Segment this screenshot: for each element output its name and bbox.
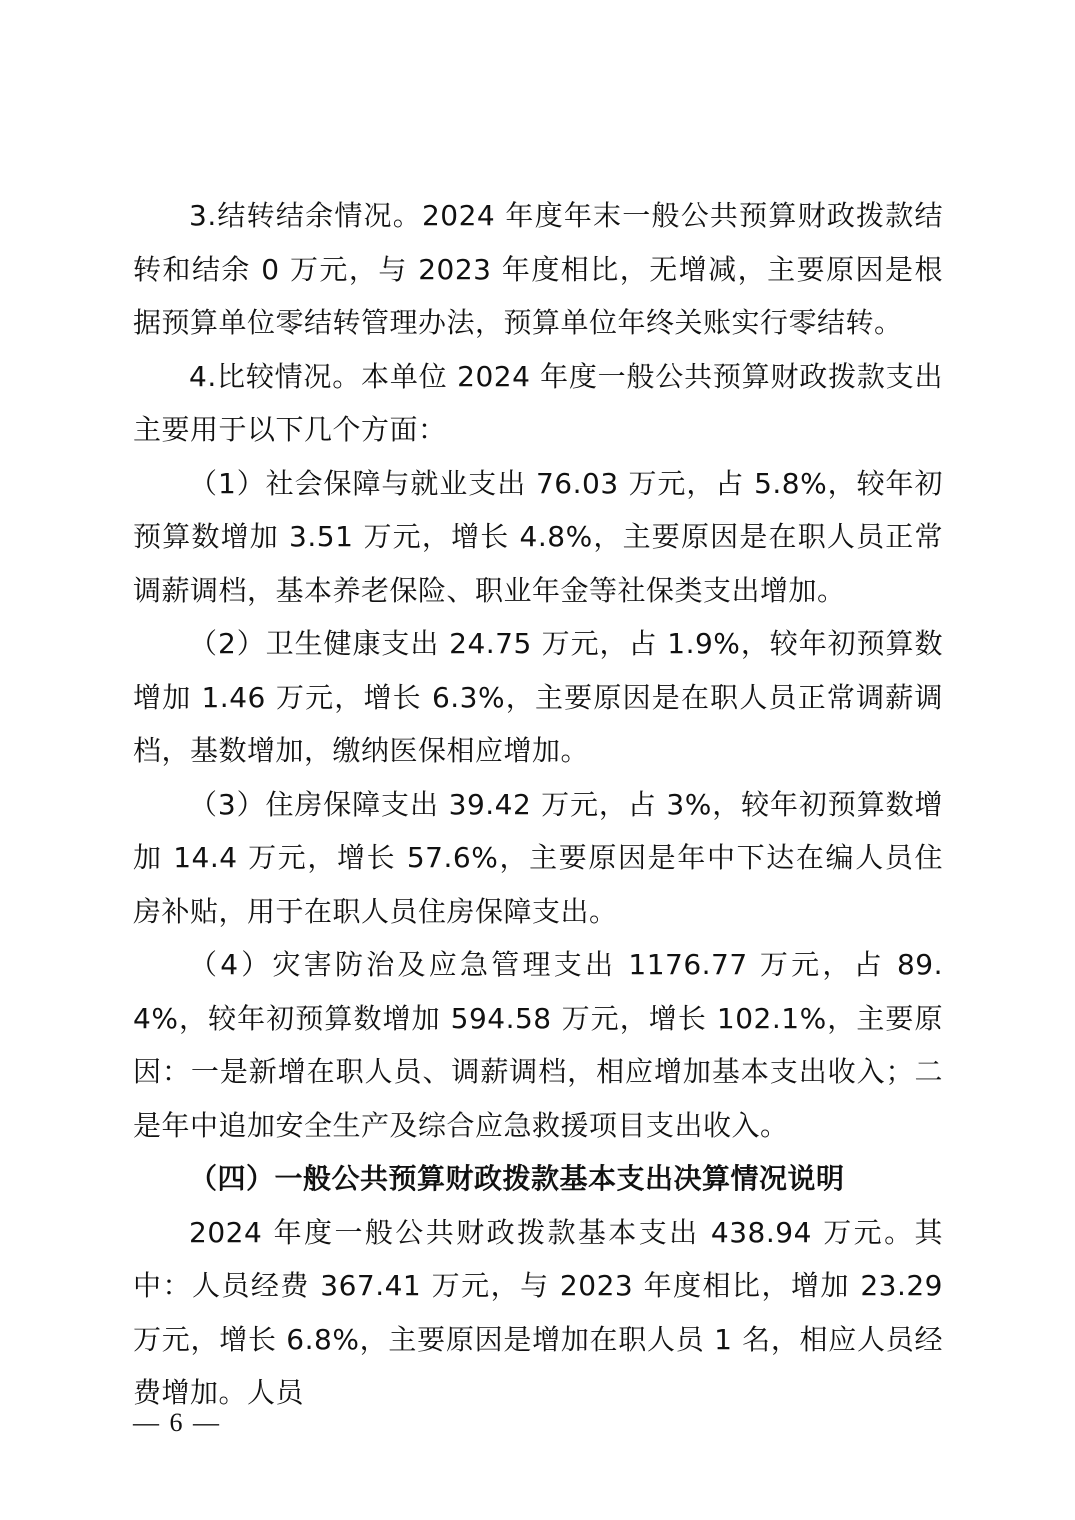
paragraph-carryover-balance: 3.结转结余情况。2024 年度年末一般公共预算财政拨款结转和结余 0 万元，与 2023 年度相比，无增减，主要原因是根据预算单位零结转管理办法，预算单位年终关账实行零结转。: [133, 199, 943, 339]
page-number: — 6 —: [133, 1408, 221, 1437]
paragraph-comparison-intro: 4.比较情况。本单位 2024 年度一般公共预算财政拨款支出主要用于以下几个方面：: [133, 359, 943, 446]
section-heading: （四）一般公共预算财政拨款基本支出决算情况说明: [189, 1162, 845, 1195]
paragraph-housing: （3）住房保障支出 39.42 万元，占 3%，较年初预算数增加 14.4 万元，增长 57.6%，主要原因是年中下达在编人员住房补贴，用于在职人员住房保障支出。: [133, 787, 943, 928]
paragraph-health: （2）卫生健康支出 24.75 万元，占 1.9%，较年初预算数增加 1.46 万元，增长 6.3%，主要原因是在职人员正常调薪调档，基数增加，缴纳医保相应增加。: [133, 627, 943, 767]
paragraph-disaster-prevention: （4）灾害防治及应急管理支出 1176.77 万元，占 89.4%，较年初预算数增加 594.58 万元，增长 102.1%，主要原因：一是新增在职人员、调薪调档，相应增加基本支出收入；二是年中追加安全生产及综合应急救援项目支出收入。: [133, 948, 943, 1142]
document-body: [133, 189, 943, 1420]
paragraph-basic-expenditure: 2024 年度一般公共财政拨款基本支出 438.94 万元。其中：人员经费 367.41 万元，与 2023 年度相比，增加 23.29 万元，增长 6.8%，主要原因是增加在职人员 1 名，相应人员经费增加。人员: [133, 1215, 943, 1409]
paragraph-social-security: （1）社会保障与就业支出 76.03 万元，占 5.8%，较年初预算数增加 3.51 万元，增长 4.8%，主要原因是在职人员正常调薪调档，基本养老保险、职业年金等社保类支出增加。: [133, 466, 943, 607]
